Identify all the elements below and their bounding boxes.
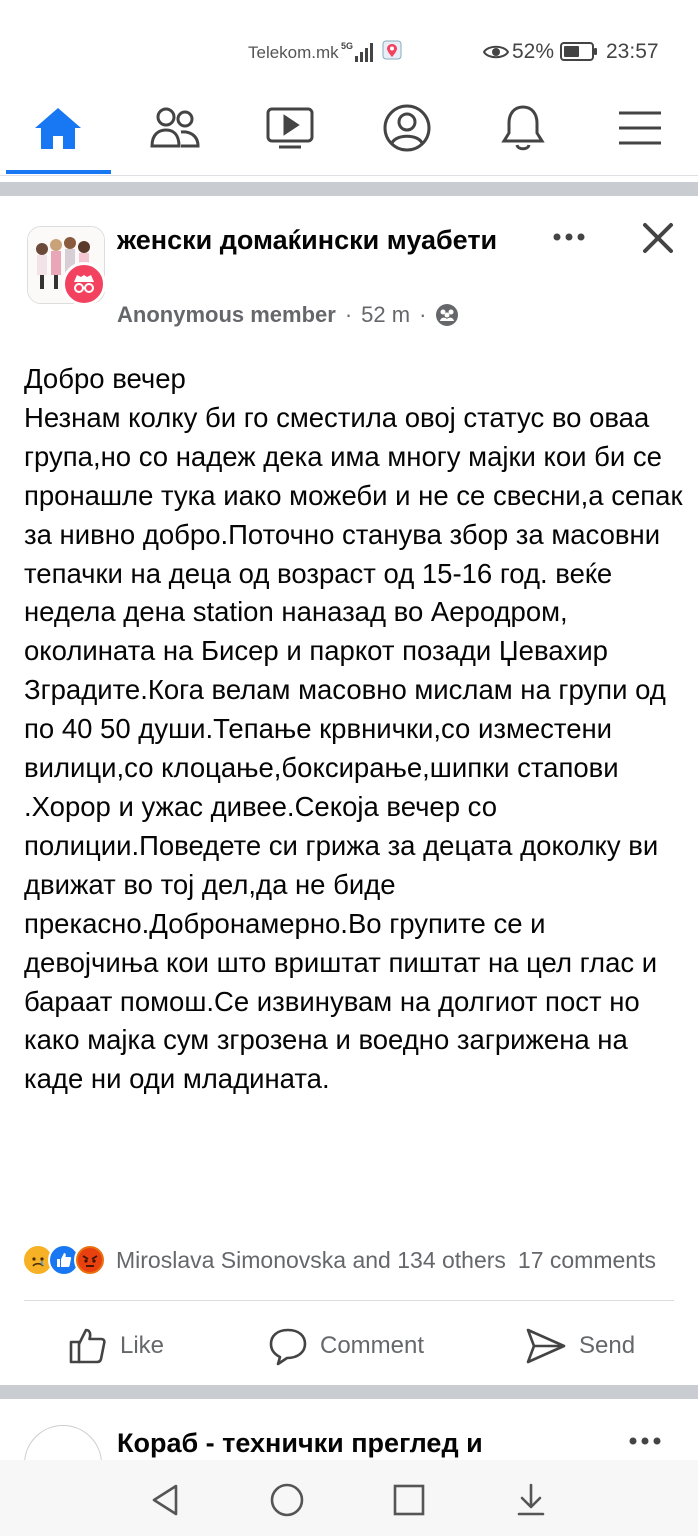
post-actions-separator xyxy=(24,1300,674,1301)
like-icon xyxy=(68,1326,108,1366)
status-bar xyxy=(0,0,698,100)
angry-reaction-icon xyxy=(74,1244,106,1276)
close-icon[interactable] xyxy=(640,220,676,256)
recents-icon[interactable] xyxy=(389,1480,429,1520)
post-header xyxy=(0,198,698,338)
top-navigation xyxy=(0,100,698,176)
home-button-icon[interactable] xyxy=(267,1480,307,1520)
send-label: Send xyxy=(579,1332,636,1359)
system-navigation-bar xyxy=(0,1460,698,1536)
notifications-icon xyxy=(500,103,546,153)
author-name[interactable]: Anonymous member xyxy=(117,302,336,327)
eye-comfort-icon xyxy=(483,42,509,62)
friends-tab[interactable] xyxy=(135,100,215,156)
more-options-icon[interactable] xyxy=(552,230,586,244)
home-tab[interactable] xyxy=(18,100,98,156)
watch-tab[interactable] xyxy=(250,100,330,156)
signal-icon xyxy=(341,40,377,64)
like-button[interactable] xyxy=(68,1318,164,1374)
friends-icon xyxy=(149,106,201,150)
next-post-title[interactable]: Кораб - технички преглед и xyxy=(117,1428,483,1458)
nav-border xyxy=(0,175,698,176)
comment-button[interactable] xyxy=(268,1318,424,1374)
battery-icon xyxy=(560,42,598,61)
post-text: Добро вечер Незнам колку би го сместила овој статус во оваа група,но со надеж дека има многу мајки кои би се пронашле тука иако можеби и не се свесни,а сепак за нивно добро.Поточно станува збор за масовни тепачки на деца од возраст од 15-16 год. веќе недела дена station наназад во Аеродром, околината на Бисер и паркот позади Џевахир Зградите.Кога велам масовно мислам на групи од по 40 50 души.Тепање крвнички,со изместени вилици,со клоцање,боксирање,шипки стапови .Хорор и ужас дивее.Секоја вечер со полиции.Поведете си грижа за децата доколку ви движат во тој дел,да не биде прекасно.Добронамерно.Во групите се и девојчиња кои што вриштат пиштат на цел глас и бараат помош.Се извинувам на долгиот пост но како мајка сум згрозена и воедно загрижена на каде ни оди младината. xyxy=(24,363,683,1095)
battery-percent: 52% xyxy=(512,40,555,63)
carrier-name: Telekom.mk xyxy=(248,43,339,62)
send-button[interactable] xyxy=(525,1318,635,1374)
location-icon xyxy=(382,40,402,62)
like-label: Like xyxy=(120,1332,165,1359)
back-icon[interactable] xyxy=(146,1480,186,1520)
comment-icon xyxy=(268,1326,308,1366)
active-tab-indicator xyxy=(6,170,111,174)
comment-count[interactable]: 17 comments xyxy=(517,1246,656,1273)
reactions-bar[interactable] xyxy=(22,1240,698,1280)
post-meta xyxy=(117,302,459,328)
watch-icon xyxy=(265,105,315,151)
menu-tab[interactable] xyxy=(600,100,680,156)
post-time[interactable]: 52 m xyxy=(361,302,411,327)
send-icon xyxy=(525,1326,567,1366)
reaction-names[interactable]: Miroslava Simonovska and 134 others xyxy=(116,1246,506,1273)
meta-separator: · xyxy=(419,302,427,327)
post-actions xyxy=(0,1318,698,1374)
comment-label: Comment xyxy=(320,1332,425,1359)
more-options-icon[interactable] xyxy=(628,1434,662,1448)
notification-drawer-icon[interactable] xyxy=(511,1480,551,1520)
clock: 23:57 xyxy=(606,40,659,63)
group-name[interactable]: женски домаќински муабети xyxy=(117,225,498,255)
menu-icon xyxy=(617,108,663,148)
profile-tab[interactable] xyxy=(367,100,447,156)
incognito-icon xyxy=(71,273,97,295)
home-icon xyxy=(33,105,83,151)
meta-separator: · xyxy=(344,302,353,327)
feed-divider xyxy=(0,1385,698,1399)
group-icon xyxy=(435,303,459,327)
feed-divider xyxy=(0,182,698,196)
notifications-tab[interactable] xyxy=(483,100,563,156)
profile-icon xyxy=(382,103,432,153)
network-label: 5G xyxy=(341,41,354,51)
anonymous-badge xyxy=(62,262,106,306)
